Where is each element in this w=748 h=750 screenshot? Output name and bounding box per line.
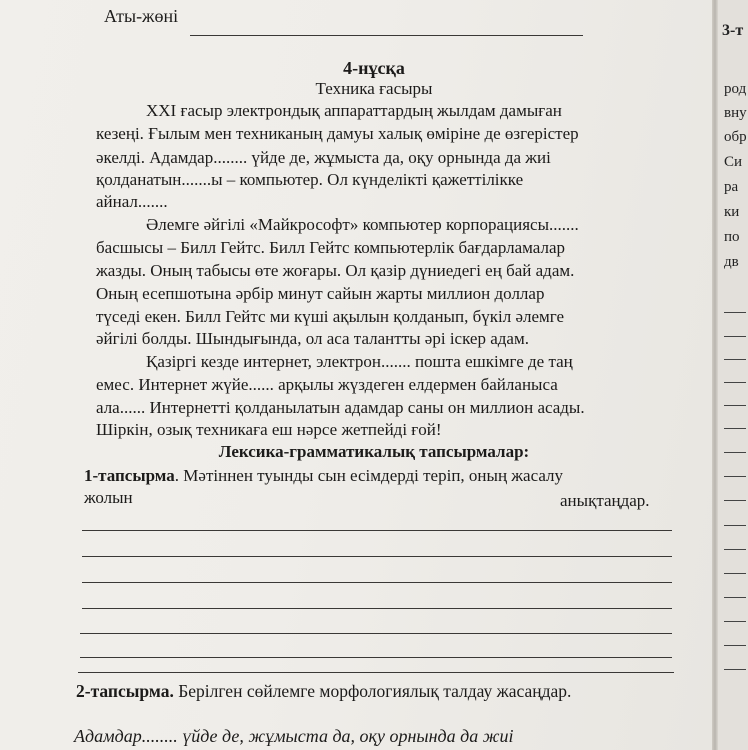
answer-line[interactable] bbox=[82, 582, 672, 583]
answer-line[interactable] bbox=[82, 608, 672, 609]
text-line: Қазіргі кезде интернет, электрон....... пошта ешкімге де таң bbox=[146, 352, 573, 371]
task2-line bbox=[76, 681, 571, 701]
next-page-line bbox=[724, 645, 746, 646]
answer-line[interactable] bbox=[80, 657, 672, 658]
text-line: басшысы – Билл Гейтс. Билл Гейтс компьютерлік бағдарламалар bbox=[96, 238, 565, 257]
answer-line[interactable] bbox=[78, 672, 674, 673]
text-line: емес. Интернет жүйе...... арқылы жүздеген елдермен байланыса bbox=[96, 375, 558, 394]
text-span: XXI ғасыр электрондық аппараттардың жылдам дамыған bbox=[146, 101, 562, 120]
next-page-line bbox=[724, 669, 746, 670]
text-line: кезеңі. Ғылым мен техниканың дамуы халық өміріне де өзгерістер bbox=[96, 124, 579, 143]
name-label: Аты-жөні bbox=[104, 6, 179, 26]
task2-text: Берілген сөйлемге морфологиялық талдау жасаңдар. bbox=[173, 681, 572, 701]
text-line: әкелді. Адамдар........ үйде де, жұмыста да, оқу орнында да жиі bbox=[96, 148, 551, 167]
next-page-line bbox=[724, 525, 746, 526]
next-page-line bbox=[724, 405, 746, 406]
text-line: Әлемге әйгілі «Майкрософт» компьютер корпорациясы....... bbox=[146, 215, 579, 234]
next-page-line bbox=[724, 452, 746, 453]
next-page-fragment: обр bbox=[724, 129, 747, 145]
next-page-fragment: по bbox=[724, 229, 740, 245]
next-page bbox=[718, 0, 748, 750]
next-page-fragment: ки bbox=[724, 204, 740, 220]
text-line: айнал....... bbox=[96, 192, 168, 211]
next-page-fragment: вну bbox=[724, 105, 747, 121]
next-page-line bbox=[724, 549, 746, 550]
next-page-line bbox=[724, 597, 746, 598]
next-page-line bbox=[724, 500, 746, 501]
task1-line1 bbox=[84, 466, 563, 486]
text-title: Техника ғасыры bbox=[315, 79, 433, 98]
next-page-line bbox=[724, 428, 746, 429]
task2-sentence: Адамдар........ үйде де, жұмыста да, оқу орнында да жиі bbox=[74, 726, 514, 746]
text-line: түседі екен. Билл Гейтс ми күші ақылын қолданып, бүкіл әлемге bbox=[96, 307, 565, 326]
next-page-fragment: дв bbox=[724, 254, 739, 270]
name-field-line[interactable] bbox=[190, 35, 583, 36]
answer-line[interactable] bbox=[82, 556, 672, 557]
next-page-line bbox=[724, 382, 746, 383]
text-line: Оның есепшотына әрбір минут сайын жарты миллион доллар bbox=[96, 284, 545, 303]
section-heading: Лексика-грамматикалық тапсырмалар: bbox=[218, 442, 530, 461]
task1-line2-left: жолын bbox=[84, 488, 133, 507]
task1-label: 1-тапсырма bbox=[84, 466, 175, 485]
next-page-fragment: Си bbox=[724, 154, 743, 170]
task1-text: . Мәтіннен туынды сын есімдерді теріп, оның жасалу bbox=[174, 466, 564, 485]
next-page-label: 3-т bbox=[722, 22, 744, 39]
next-page-line bbox=[724, 573, 746, 574]
next-page-line bbox=[724, 336, 746, 337]
next-page-line bbox=[724, 476, 746, 477]
task2-label: 2-тапсырма. bbox=[76, 681, 174, 701]
text-line: әйгілі болды. Шындығында, ол аса талантты әрі іскер адам. bbox=[96, 329, 529, 348]
text-line: Шіркін, озық техникаға еш нәрсе жетпейді ғой! bbox=[96, 420, 442, 439]
text-line: ала...... Интернетті қолданылатын адамдар саны он миллион асады. bbox=[96, 398, 585, 417]
text-line: жазды. Оның табысы өте жоғары. Ол қазір дүниедегі ең бай адам. bbox=[96, 261, 575, 280]
task1-line2-right: анықтаңдар. bbox=[560, 491, 650, 510]
text-line bbox=[146, 101, 666, 121]
next-page-line bbox=[724, 312, 746, 313]
answer-line[interactable] bbox=[82, 530, 672, 531]
variant-heading: 4-нұсқа bbox=[343, 58, 405, 78]
next-page-line bbox=[724, 359, 746, 360]
text-line: қолданатын.......ы – компьютер. Ол күнделікті қажеттілікке bbox=[96, 170, 524, 189]
next-page-fragment: род bbox=[724, 81, 747, 97]
answer-line[interactable] bbox=[80, 633, 672, 634]
next-page-line bbox=[724, 621, 746, 622]
next-page-fragment: ра bbox=[724, 179, 739, 195]
